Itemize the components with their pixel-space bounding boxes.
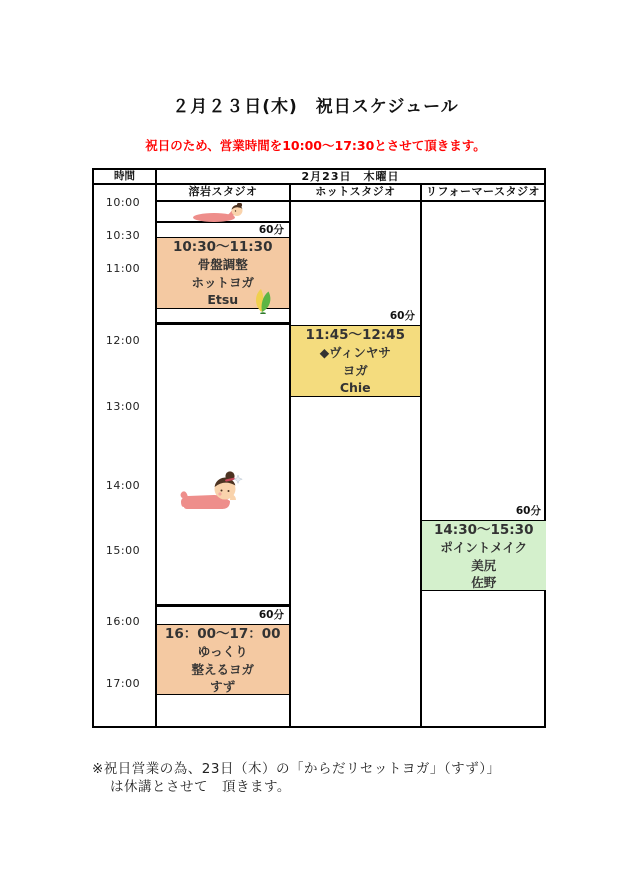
duration-label-hot: 60分 — [389, 310, 415, 322]
class-block-lava-evening — [157, 624, 290, 695]
time-column-header: 時間 — [114, 170, 135, 182]
duration-label-reformer: 60分 — [515, 505, 541, 517]
class-title-line1: 骨盤調整 — [197, 257, 248, 273]
grid-line-below-studios — [155, 200, 544, 202]
schedule-table — [92, 168, 546, 728]
class-title-line1: ◆ヴィンヤサ — [319, 345, 391, 361]
footnote-line1: ※祝日営業の為、23日（木）の「からだリセットヨガ」（すず）」 — [92, 761, 501, 777]
time-label-1100: 11:00 — [105, 262, 141, 275]
footnote-line2: は休講とさせて 頂きます。 — [110, 779, 291, 795]
duration-label-lava-pm: 60分 — [258, 609, 284, 621]
leaf-sprout-icon — [252, 287, 273, 314]
class-title-line2: ヨガ — [342, 362, 368, 378]
class-instructor: 佐野 — [471, 574, 497, 590]
grid-line-lava-thick-2 — [155, 604, 291, 607]
grid-line-vertical-col1 — [289, 183, 291, 726]
resting-person-icon — [178, 467, 246, 515]
business-hours-notice: 祝日のため、営業時間を10:00～17:30とさせて頂きます。 — [145, 138, 486, 153]
grid-line-vertical-col2 — [420, 183, 422, 726]
class-title-line2: 整えるヨガ — [191, 661, 254, 677]
page-title: ２月２３日(木) 祝日スケジュール — [172, 97, 459, 117]
studio-header-reformer: リフォーマースタジオ — [426, 185, 540, 198]
class-block-hot — [291, 325, 421, 397]
time-label-1500: 15:00 — [105, 544, 141, 557]
time-label-1400: 14:00 — [105, 479, 141, 492]
class-instructor: すず — [210, 678, 236, 694]
time-label-1030: 10:30 — [105, 229, 141, 242]
yoga-pose-person-icon — [192, 203, 250, 222]
class-title-line2: ホットヨガ — [191, 274, 254, 290]
grid-line-lava-thick-1 — [155, 322, 291, 325]
class-time: 10:30～11:30 — [173, 239, 273, 255]
class-title-line2: 美尻 — [471, 557, 497, 573]
class-instructor: Etsu — [207, 291, 239, 307]
duration-label-lava-am: 60分 — [258, 224, 284, 236]
class-time: 11:45～12:45 — [305, 327, 405, 343]
time-label-1600: 16:00 — [105, 615, 141, 628]
studio-header-lava: 溶岩スタジオ — [188, 185, 258, 198]
class-block-reformer — [422, 520, 547, 591]
time-label-1700: 17:00 — [105, 677, 141, 690]
class-title-line1: ポイントメイク — [440, 540, 528, 556]
time-label-1000: 10:00 — [105, 196, 141, 209]
time-label-1300: 13:00 — [105, 400, 141, 413]
studio-header-hot: ホットスタジオ — [315, 185, 396, 198]
class-time: 16：00～17：00 — [164, 626, 281, 642]
class-time: 14:30～15:30 — [434, 522, 534, 538]
class-instructor: Chie — [339, 379, 371, 395]
class-title-line1: ゆっくり — [197, 644, 248, 660]
date-header: 2月23日 木曜日 — [301, 170, 400, 183]
time-label-1200: 12:00 — [105, 334, 141, 347]
